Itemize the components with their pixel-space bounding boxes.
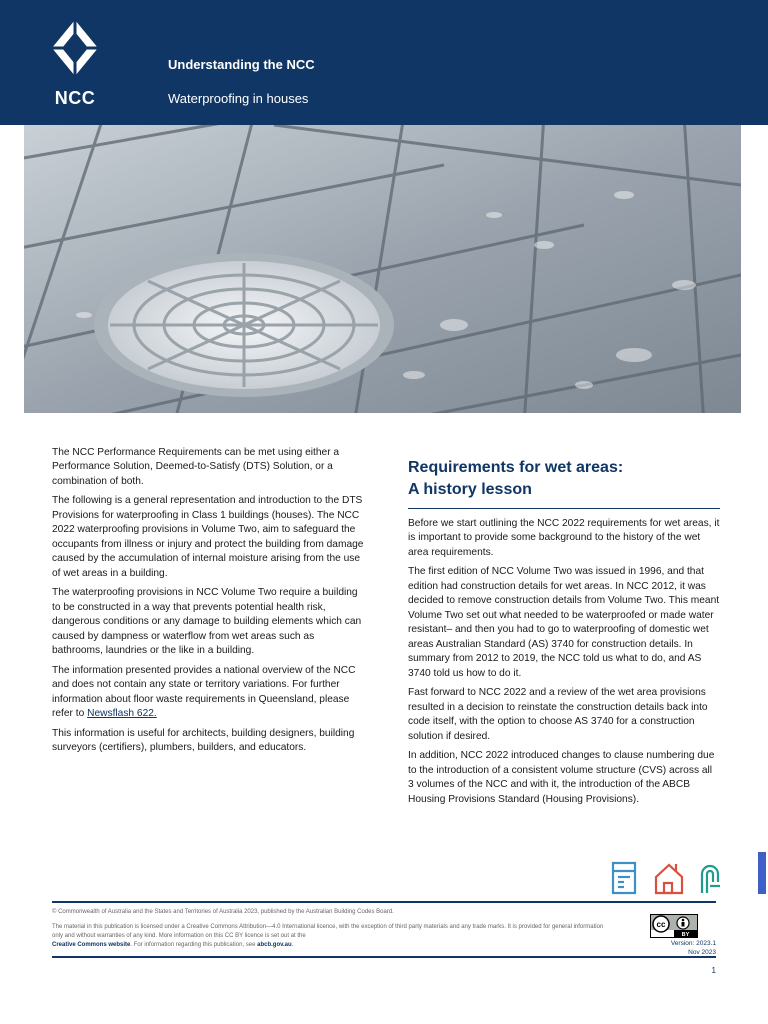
copyright-notice: © Commonwealth of Australia and the States and Territories of Australia 2023, published by the Australian Building Codes Board. (52, 909, 394, 915)
footer-divider-bottom (52, 956, 716, 958)
history-heading-line-2: A history lesson (408, 481, 532, 499)
ncc-logo (44, 18, 106, 108)
document-icon (613, 863, 635, 893)
newsflash-622-link[interactable]: Newsflash 622. (87, 708, 157, 720)
logo-text: NCC (54, 88, 96, 108)
history-paragraph-2: The first edition of NCC Volume Two was issued in 1996, and that edition had construction details for wet areas. In NCC 2012, it was decided to remove construction details from Volume Two. This meant Volume Two set out what needed to be waterproofed or made water resistant– and then you had to go to waterproofing of domestic wet areas Australian Standard (AS) 3740 for construction details. In summary from 2012 to 2019, the NCC told us what to do, and AS 3740 told us how to do it. (408, 566, 720, 679)
header-banner (0, 0, 768, 125)
abcb-website-link[interactable]: abcb.gov.au (257, 942, 292, 948)
category-icons (610, 860, 725, 896)
side-tab-marker (758, 852, 766, 894)
history-heading-line-1: Requirements for wet areas: (408, 459, 624, 476)
intro-column (52, 446, 364, 761)
heading-divider (408, 508, 720, 509)
version-info (630, 939, 716, 957)
creative-commons-link[interactable]: Creative Commons website (52, 942, 131, 948)
intro-paragraph-5: This information is useful for architects, building designers, building surveyors (certifiers), plumbers, builders, and educators. (52, 727, 355, 754)
version-date: Nov 2023 (688, 949, 716, 957)
document-title: Waterproofing in houses (168, 91, 309, 106)
ncc-logo-icon (50, 18, 100, 82)
svg-text:cc: cc (656, 920, 666, 929)
history-paragraph-4: In addition, NCC 2022 introduced changes to clause numbering due to the introduction of a consistent volume structure (CVS) across all 3 volumes of the NCC and with it, the introduction of the ABCB Housing Provisions Standard (Housing Provisions). (408, 750, 715, 805)
history-paragraph-1: Before we start outlining the NCC 2022 requirements for wet areas, it is important to provide some background to the history of the wet area requirements. (408, 517, 720, 558)
plumbing-icon (702, 866, 720, 893)
hero-image-floor-drain (24, 125, 741, 413)
licence-text: The material in this publication is licensed under a Creative Commons Attribution—4.0 International licence, with the exception of third party materials and any trade marks. It is provided for general information only and without warranties of any kind. More information on this CC BY licence is set out at the (52, 924, 604, 939)
history-heading (408, 457, 720, 502)
intro-paragraph-3: The waterproofing provisions in NCC Volume Two require a building to be constructed in a way that prevents potential health risk, dangerous conditions or any damage to building elements which can caused by dampness or waterflow from wet areas such as bathrooms, laundries or the like in a building. (52, 587, 362, 657)
page-number: 1 (711, 966, 716, 975)
intro-paragraph-1: The NCC Performance Requirements can be met using either a Performance Solution, Deemed-to-Satisfy (DTS) Solution, or a combination of both. (52, 447, 340, 487)
intro-paragraph-4 (52, 664, 364, 722)
version-number: Version: 2023.1 (670, 940, 716, 947)
licence-notice: The material in this publication is licensed under a Creative Commons Attribution—4.0 International licence, with the exception of third party materials and any trade marks. It is provided for general information only and without warranties of any kind. More information on this CC BY licence is set out at the Creative Commons website. For information regarding this publication, see abcb.gov.au. (52, 924, 604, 948)
history-column (408, 457, 720, 812)
document-series-title: Understanding the NCC (168, 57, 315, 72)
house-icon (656, 864, 682, 893)
history-paragraph-3: Fast forward to NCC 2022 and a review of the wet area provisions resulted in a decision to reinstate the construction details back into code itself, with the option to choose AS 3740 for a construction solution if desired. (408, 687, 708, 742)
footer-divider-top (52, 901, 716, 903)
cc-badge-label: BY (681, 932, 690, 938)
cc-by-badge (650, 914, 698, 938)
intro-paragraph-4-text: The information presented provides a national overview of the NCC and does not contain any state or territory variations. For further information about floor waste requirements in Queensland, please refer to (52, 664, 356, 720)
intro-paragraph-2: The following is a general representation and introduction to the DTS Provisions for waterproofing in Class 1 buildings (houses). The NCC 2022 waterproofing provisions in Volume Two, aim to safeguard the occupants from illness or injury and protect the building from damage caused by the accumulation of internal moisture arising from the use of wet areas in a building. (52, 495, 364, 579)
publication-info-text: . For information regarding this publication, see (130, 942, 256, 948)
